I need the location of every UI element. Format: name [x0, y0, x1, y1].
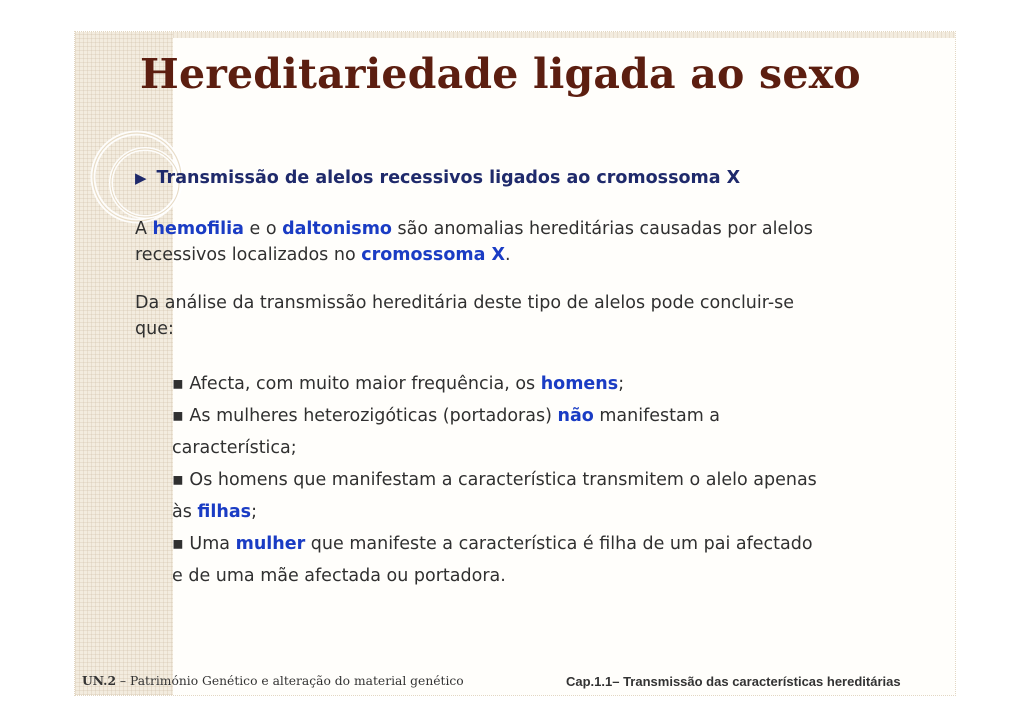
list-item-text: ▪ Os homens que manifestam a característica transmitem o alelo apenas às — [172, 470, 817, 522]
footer-unit-title: – Património Genético e alteração do material genético — [116, 674, 464, 688]
list-item-highlight: filhas — [197, 502, 252, 522]
list-item-text: ; — [251, 502, 257, 522]
highlight-daltonismo: daltonismo — [282, 219, 392, 239]
list-item-text: ▪ Afecta, com muito maior frequência, os — [172, 374, 541, 394]
footer-unit-code: UN.2 — [82, 673, 117, 688]
highlight-cromossoma: cromossoma X — [361, 245, 505, 265]
section-subheading — [135, 168, 825, 188]
list-item-highlight: homens — [540, 374, 619, 394]
conclusion-paragraph: Da análise da transmissão hereditária deste tipo de alelos pode concluir-se que: — [135, 293, 795, 339]
list-item — [172, 400, 825, 464]
list-item — [172, 368, 825, 400]
footer-unit-label — [82, 673, 464, 688]
list-item-highlight: mulher — [235, 534, 306, 554]
play-triangle-icon: ▶ — [135, 169, 147, 187]
list-item — [172, 464, 825, 528]
list-item-text: que manifeste a característica é filha de um pai afectado e de uma mãe afectada ou portadora. — [172, 534, 813, 586]
para1-text-4: . — [505, 245, 511, 265]
conclusion-list — [172, 368, 825, 592]
intro-paragraph — [135, 216, 825, 268]
top-pattern-band — [173, 32, 955, 38]
highlight-hemofilia: hemofilia — [152, 219, 244, 239]
list-item-text: ▪ As mulheres heterozigóticas (portadoras) — [172, 406, 558, 426]
subheading-text: Transmissão de alelos recessivos ligados ao cromossoma X — [156, 168, 741, 188]
slide-content — [135, 168, 825, 592]
list-item-text: ; — [618, 374, 625, 394]
footer-chapter-label: Cap.1.1– Transmissão das características hereditárias — [566, 674, 901, 689]
para1-text-2: e o — [243, 219, 283, 239]
list-item-text: ▪ Uma — [172, 534, 236, 554]
list-item-text: manifestam a característica; — [172, 406, 721, 458]
list-item — [172, 528, 825, 592]
slide-title: Hereditariedade ligada ao sexo — [140, 50, 861, 98]
list-item-highlight: não — [557, 406, 594, 426]
para1-text-1: A — [135, 219, 153, 239]
para1-text-3: são anomalias hereditárias causadas por alelos recessivos localizados no — [135, 219, 813, 265]
